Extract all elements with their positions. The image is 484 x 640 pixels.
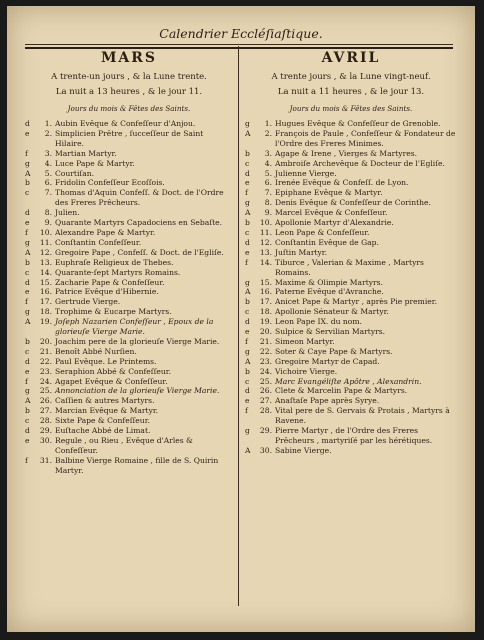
day-number: 13. — [259, 247, 272, 257]
day-number: 28. — [259, 406, 272, 416]
calendar-entry — [25, 119, 233, 129]
dominical-letter: c — [245, 307, 250, 317]
dominical-letter: e — [245, 327, 250, 337]
dominical-letter: g — [245, 119, 250, 128]
day-number: 29. — [259, 426, 272, 436]
dominical-letter: d — [25, 119, 30, 128]
dominical-letter: A — [25, 168, 31, 178]
saint-feast-text: Epiphane Evêque & Martyr. — [275, 188, 383, 198]
calendar-entry — [25, 347, 233, 357]
day-number: 3. — [264, 148, 272, 158]
saint-feast-text: Apollonie Martyr d'Alexandrie. — [275, 218, 394, 228]
dominical-letter: A — [25, 317, 31, 327]
saint-feast-text: Vichoire Vierge. — [275, 366, 338, 376]
column-divider — [238, 46, 239, 606]
calendar-entry — [245, 307, 457, 317]
day-number: 30. — [39, 436, 52, 445]
dominical-letter: d — [245, 317, 250, 327]
calendar-entry — [25, 149, 233, 159]
document-page — [7, 6, 475, 632]
day-number: 24. — [259, 366, 272, 376]
dominical-letter: g — [25, 386, 30, 396]
dominical-letter: f — [25, 376, 28, 386]
dominical-letter: d — [25, 208, 30, 218]
saint-feast-text: Pierre Martyr , de l'Ordre des Freres Prêcheurs , martyriſé par les hérétiques. — [275, 426, 433, 445]
dominical-letter: A — [245, 356, 251, 366]
dominical-letter: b — [245, 366, 250, 376]
saint-feast-text: Apollonie Sénateur & Martyr. — [275, 307, 389, 317]
day-number: 2. — [44, 128, 52, 138]
calendar-entry — [25, 317, 233, 337]
day-number: 30. — [259, 445, 272, 455]
calendar-entry — [245, 188, 457, 198]
saint-feast-text: Martian Martyr. — [55, 148, 117, 158]
calendar-entry — [25, 287, 233, 297]
dominical-letter: b — [25, 336, 30, 346]
page-header-title: Calendrier Eccléſiaſtique. — [159, 26, 323, 41]
saint-feast-text: Tiburce , Valerian & Maxime , Martyrs Romains. — [275, 257, 424, 277]
calendar-entry — [245, 287, 457, 297]
saint-feast-text: Thomas d'Aquin Confeſſ. & Doct. de l'Ordre des Freres Prêcheurs. — [55, 188, 224, 208]
saint-feast-text: Seraphion Abbé & Confeſſeur. — [55, 366, 171, 376]
dominical-letter: b — [25, 257, 30, 267]
day-number: 25. — [39, 386, 52, 396]
calendar-entry — [245, 446, 457, 456]
calendar-entry — [245, 367, 457, 377]
header-rule — [25, 44, 453, 45]
dominical-letter: d — [245, 168, 250, 178]
saint-feast-text: Julienne Vierge. — [275, 168, 337, 178]
calendar-entry — [245, 297, 457, 307]
mars-entries — [25, 119, 233, 476]
avril-entries — [245, 119, 457, 456]
dominical-letter: f — [25, 227, 28, 237]
column-mars — [25, 50, 233, 476]
day-number: 10. — [39, 227, 52, 237]
dominical-letter: b — [245, 148, 250, 158]
saint-feast-text: Sixte Pape & Confeſſeur. — [55, 416, 150, 426]
day-number: 22. — [259, 346, 272, 356]
day-number: 27. — [259, 396, 272, 406]
day-number: 20. — [259, 327, 272, 337]
dominical-letter: f — [245, 336, 248, 346]
calendar-entry — [25, 297, 233, 307]
day-number: 14. — [259, 257, 272, 267]
saint-feast-text: Conſtantin Evêque de Gap. — [275, 237, 379, 247]
saint-feast-text: Anaſtaſe Pape après Syrye. — [275, 396, 380, 406]
saint-feast-text: François de Paule , Confeſſeur & Fondateur de l'Ordre des Freres Minimes. — [275, 128, 456, 148]
calendar-entry — [245, 208, 457, 218]
day-number: 17. — [259, 297, 272, 307]
dominical-letter: b — [245, 218, 250, 228]
dominical-letter: A — [245, 128, 251, 138]
day-number: 31. — [39, 455, 52, 465]
dominical-letter: f — [245, 257, 248, 267]
day-number: 13. — [39, 257, 52, 267]
calendar-entry — [25, 169, 233, 179]
dominical-letter: c — [245, 158, 250, 168]
day-number: 6. — [44, 178, 52, 188]
dominical-letter: e — [25, 128, 30, 138]
dominical-letter: A — [25, 247, 31, 257]
saint-feast-text: Joachim pere de la glorieuſe Vierge Marie. — [55, 336, 220, 346]
day-number: 14. — [39, 267, 52, 277]
dominical-letter: d — [245, 386, 250, 396]
day-number: 1. — [44, 119, 52, 128]
dominical-letter: f — [25, 148, 28, 158]
dominical-letter: g — [245, 198, 250, 208]
dominical-letter: d — [25, 277, 30, 287]
dominical-letter: g — [245, 277, 250, 287]
day-number: 16. — [39, 287, 52, 297]
day-number: 19. — [39, 317, 52, 327]
dominical-letter: A — [25, 396, 31, 406]
calendar-entry — [245, 178, 457, 188]
calendar-entry — [245, 357, 457, 367]
day-number: 18. — [39, 307, 52, 317]
calendar-entry — [25, 357, 233, 367]
calendar-entry — [25, 268, 233, 278]
saint-feast-text: Balbine Vierge Romaine , fille de S. Quirin Martyr. — [55, 455, 219, 475]
saint-feast-text: Agape & Irene , Vierges & Martyres. — [275, 148, 418, 158]
saint-feast-text: Clete & Marcelin Pape & Martyrs. — [275, 386, 408, 396]
calendar-entry — [245, 129, 457, 149]
mars-hours-line: La nuit a 13 heures , & le jour 11. — [55, 87, 203, 97]
calendar-entry — [245, 396, 457, 406]
dominical-letter: c — [245, 376, 250, 386]
day-number: 11. — [39, 237, 52, 247]
saint-feast-text: Anicet Pape & Martyr , après Pie premier. — [275, 297, 437, 307]
avril-days-line: A trente jours , & la Lune vingt-neuf. — [271, 72, 431, 82]
calendar-entry — [245, 258, 457, 278]
calendar-entry — [245, 327, 457, 337]
day-number: 10. — [259, 218, 272, 228]
saint-feast-text: Marcel Evêque & Confeſſeur. — [275, 208, 388, 218]
day-number: 26. — [39, 396, 52, 406]
calendar-entry — [25, 406, 233, 416]
mars-subheading: Jours du mois & Fêtes des Saints. — [67, 104, 191, 113]
saint-feast-text: Trophime & Eucarpe Martyrs. — [55, 307, 172, 317]
dominical-letter: c — [245, 227, 250, 237]
saint-feast-text: Euſtache Abbé de Limat. — [55, 426, 151, 436]
saint-feast-text: Soter & Caye Pape & Martyrs. — [275, 346, 393, 356]
dominical-letter: f — [245, 188, 248, 198]
dominical-letter: g — [245, 346, 250, 356]
day-number: 21. — [39, 346, 52, 356]
calendar-entry — [25, 307, 233, 317]
dominical-letter: e — [245, 178, 250, 188]
day-number: 22. — [39, 356, 52, 366]
saint-feast-text: Paul Evêque. Le Printems. — [55, 356, 157, 366]
header-rule-thick — [25, 47, 453, 49]
day-number: 16. — [259, 287, 272, 297]
dominical-letter: e — [25, 218, 30, 228]
day-number: 12. — [39, 247, 52, 257]
calendar-entry — [25, 377, 233, 387]
calendar-entry — [25, 208, 233, 218]
calendar-entry — [245, 406, 457, 426]
saint-feast-text: Ambroiſe Archevêque & Docteur de l'Egliſe. — [275, 158, 445, 168]
calendar-entry — [245, 248, 457, 258]
saint-feast-text: Luce Pape & Martyr. — [55, 158, 135, 168]
calendar-entry — [245, 119, 457, 129]
dominical-letter: e — [245, 396, 250, 406]
day-number: 3. — [44, 148, 52, 158]
calendar-entry — [245, 426, 457, 446]
dominical-letter: g — [25, 307, 30, 317]
calendar-entry — [25, 278, 233, 288]
saint-feast-text: Juſtin Martyr. — [275, 247, 328, 257]
calendar-entry — [25, 426, 233, 436]
day-number: 24. — [39, 376, 52, 386]
saint-feast-text: Gertrude Vierge. — [55, 297, 121, 307]
calendar-entry — [245, 347, 457, 357]
calendar-entry — [245, 169, 457, 179]
day-number: 4. — [44, 158, 52, 168]
day-number: 8. — [264, 198, 272, 208]
saint-feast-text: Benoît Abbé Nurſien. — [55, 346, 137, 356]
dominical-letter: b — [25, 178, 30, 188]
day-number: 23. — [259, 356, 272, 366]
calendar-entry — [245, 278, 457, 288]
dominical-letter: b — [245, 297, 250, 307]
saint-feast-text: Quarante Martyrs Capadociens en Sebaſte. — [55, 218, 223, 228]
dominical-letter: c — [25, 346, 30, 356]
saint-feast-text: Sulpice & Servilian Martyrs. — [275, 327, 386, 337]
saint-feast-text: Hugues Evêque & Confeſſeur de Grenoble. — [275, 119, 441, 128]
day-number: 15. — [39, 277, 52, 287]
calendar-entry — [25, 188, 233, 208]
dominical-letter: A — [245, 445, 251, 455]
calendar-entry — [245, 317, 457, 327]
saint-feast-text: Fridolin Confeſſeur Ecoſſois. — [55, 178, 165, 188]
calendar-entry — [25, 129, 233, 149]
calendar-entry — [245, 218, 457, 228]
saint-feast-text: Agapet Evêque & Confeſſeur. — [55, 376, 168, 386]
day-number: 1. — [264, 119, 272, 128]
saint-feast-text: Courtiſan. — [55, 168, 95, 178]
dominical-letter: c — [25, 416, 30, 426]
dominical-letter: A — [245, 287, 251, 297]
day-number: 26. — [259, 386, 272, 396]
saint-feast-text: Quarante-ſept Martyrs Romains. — [55, 267, 181, 277]
calendar-entry — [245, 159, 457, 169]
dominical-letter: e — [25, 287, 30, 297]
dominical-letter: f — [25, 455, 28, 465]
dominical-letter: b — [25, 406, 30, 416]
calendar-entry — [245, 238, 457, 248]
calendar-entry — [245, 377, 457, 387]
dominical-letter: c — [25, 188, 30, 198]
day-number: 18. — [259, 307, 272, 317]
saint-feast-text: Maxime & Olimpie Martyrs. — [275, 277, 383, 287]
saint-feast-text: Alexandre Pape & Martyr. — [55, 227, 156, 237]
calendar-entry — [25, 436, 233, 456]
calendar-entry — [245, 228, 457, 238]
day-number: 19. — [259, 317, 272, 327]
avril-hours-line: La nuit a 11 heures , & le jour 13. — [277, 87, 425, 97]
avril-subheading: Jours du mois & Fêtes des Saints. — [289, 104, 413, 113]
day-number: 28. — [39, 416, 52, 426]
day-number: 9. — [264, 208, 272, 218]
calendar-entry — [25, 218, 233, 228]
day-number: 29. — [39, 426, 52, 436]
saint-feast-text: Zacharie Pape & Confeſſeur. — [55, 277, 165, 287]
column-avril — [245, 50, 457, 456]
saint-feast-text: Regule , ou Rieu , Evêque d'Arles & Confeſſeur. — [55, 436, 193, 455]
saint-feast-text: Sabine Vierge. — [275, 445, 332, 455]
calendar-entry — [25, 456, 233, 476]
day-number: 25. — [259, 376, 272, 386]
mars-days-line: A trente-un jours , & la Lune trente. — [51, 72, 207, 82]
day-number: 21. — [259, 336, 272, 346]
dominical-letter: A — [245, 208, 251, 218]
saint-feast-text: Leon Pape & Confeſſeur. — [275, 227, 370, 237]
dominical-letter: d — [245, 237, 250, 247]
saint-feast-text: Euphraſe Religieux de Thebes. — [55, 257, 174, 267]
dominical-letter: e — [25, 366, 30, 376]
saint-feast-text: Julien. — [55, 208, 80, 218]
day-number: 2. — [264, 128, 272, 138]
calendar-entry — [25, 258, 233, 268]
dominical-letter: e — [25, 436, 30, 445]
dominical-letter: f — [245, 406, 248, 416]
calendar-entry — [25, 386, 233, 396]
day-number: 7. — [264, 188, 272, 198]
saint-feast-text: Caſſien & autres Martyrs. — [55, 396, 155, 406]
day-number: 27. — [39, 406, 52, 416]
dominical-letter: e — [245, 247, 250, 257]
day-number: 15. — [259, 277, 272, 287]
day-number: 8. — [44, 208, 52, 218]
saint-feast-text: Gregoire Pape , Confeſſ. & Doct. de l'Egliſe. — [55, 247, 224, 257]
saint-feast-text: Irenée Evêque & Confeſſ. de Lyon. — [275, 178, 409, 188]
saint-feast-text: Leon Pape IX. du nom. — [275, 317, 362, 327]
calendar-entry — [25, 178, 233, 188]
saint-feast-text: Paterne Evêque d'Avranche. — [275, 287, 384, 297]
dominical-letter: d — [25, 356, 30, 366]
month-title-avril: AVRIL — [321, 50, 381, 66]
saint-feast-text: Patrice Evêque d'Hibernie. — [55, 287, 159, 297]
calendar-entry — [245, 337, 457, 347]
month-title-mars: MARS — [100, 50, 158, 66]
calendar-entry — [245, 149, 457, 159]
saint-feast-text: Simeon Martyr. — [275, 336, 335, 346]
saint-feast-text: Joſeph Nazarien Confeſſeur , Epoux de la glorieuſe Vierge Marie. — [55, 317, 214, 337]
day-number: 9. — [44, 218, 52, 228]
saint-feast-text: Simplicien Prêtre , ſucceſſeur de Saint Hilaire. — [55, 128, 204, 148]
day-number: 12. — [259, 237, 272, 247]
day-number: 20. — [39, 336, 52, 346]
dominical-letter: g — [245, 426, 250, 436]
day-number: 6. — [264, 178, 272, 188]
saint-feast-text: Marcian Evêque & Martyr. — [55, 406, 159, 416]
saint-feast-text: Gregoire Martyr de Capad. — [275, 356, 380, 366]
calendar-entry — [25, 416, 233, 426]
calendar-entry — [25, 396, 233, 406]
day-number: 5. — [44, 168, 52, 178]
calendar-entry — [25, 367, 233, 377]
saint-feast-text: Vital pere de S. Gervais & Protais , Martyrs à Ravene. — [275, 406, 450, 426]
dominical-letter: g — [25, 237, 30, 247]
dominical-letter: c — [25, 267, 30, 277]
day-number: 11. — [259, 227, 272, 237]
calendar-entry — [25, 238, 233, 248]
saint-feast-text: Conſtantin Confeſſeur. — [55, 237, 142, 247]
calendar-entry — [245, 198, 457, 208]
calendar-entry — [25, 228, 233, 238]
saint-feast-text: Annonciation de la glorieuſe Vierge Marie. — [55, 386, 220, 396]
day-number: 5. — [264, 168, 272, 178]
calendar-entry — [25, 248, 233, 258]
day-number: 4. — [264, 158, 272, 168]
calendar-entry — [245, 386, 457, 396]
dominical-letter: g — [25, 158, 30, 168]
day-number: 7. — [44, 188, 52, 198]
day-number: 17. — [39, 297, 52, 307]
saint-feast-text: Aubin Evêque & Confeſſeur d'Anjou. — [55, 119, 196, 128]
saint-feast-text: Denis Evêque & Confeſſeur de Corinthe. — [275, 198, 431, 208]
dominical-letter: d — [25, 426, 30, 436]
saint-feast-text: Marc Evangéliſte Apôtre , Alexandrin. — [275, 376, 422, 386]
day-number: 23. — [39, 366, 52, 376]
dominical-letter: f — [25, 297, 28, 307]
calendar-entry — [25, 159, 233, 169]
calendar-entry — [25, 337, 233, 347]
